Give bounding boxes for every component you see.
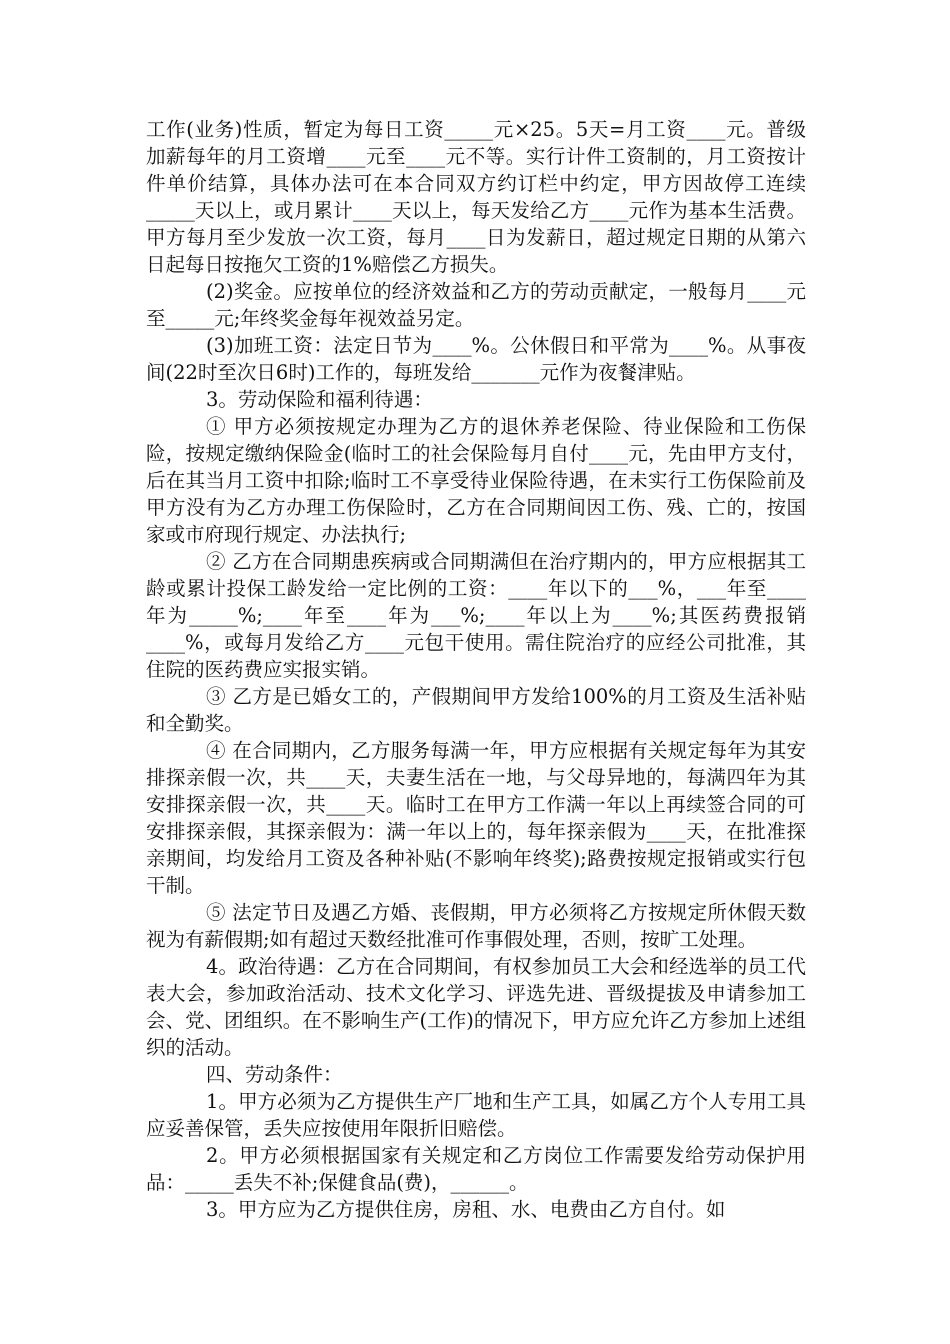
paragraph-holidays: ⑤ 法定节日及遇乙方婚、丧假期，甲方必须将乙方按规定所休假天数视为有薪假期;如有超过天数经批准可作事假处理，否则，按旷工处理。 [146, 901, 806, 951]
paragraph-insurance: ① 甲方必须按规定办理为乙方的退休养老保险、待业保险和工伤保险，按规定缴纳保险金(临时工的社会保险每月自付____元，先由甲方支付，后在其当月工资中扣除;临时工不享受待业保险待遇，在未实行工伤保险前及甲方没有为乙方办理工伤保险时，乙方在合同期间因工伤、残、亡的，按国家或市府现行规定、办法执行; [146, 415, 806, 546]
document-page [146, 116, 806, 1223]
paragraph-protective-equipment: 2。甲方必须根据国家有关规定和乙方岗位工作需要发给劳动保护用品：_____丢失不补;保健食品(费)，______。 [146, 1144, 806, 1194]
paragraph-political-treatment: 4。政治待遇：乙方在合同期间，有权参加员工大会和经选举的员工代表大会，参加政治活动、技术文化学习、评选先进、晋级提拔及申请参加工会、党、团组织。在不影响生产(工作)的情况下，甲方应允许乙方参加上述组织的活动。 [146, 955, 806, 1059]
paragraph-workplace-tools: 1。甲方必须为乙方提供生产厂地和生产工具，如属乙方个人专用工具应妥善保管，丢失应按使用年限折旧赔偿。 [146, 1090, 806, 1140]
paragraph-home-leave: ④ 在合同期内，乙方服务每满一年，甲方应根据有关规定每年为其安排探亲假一次，共____天，夫妻生活在一地，与父母异地的，每满四年为其安排探亲假一次，共____天。临时工在甲方工作满一年以上再续签合同的可安排探亲假，其探亲假为：满一年以上的，每年探亲假为____天，在批准探亲期间，均发给月工资及各种补贴(不影响年终奖);路费按规定报销或实行包干制。 [146, 739, 806, 897]
paragraph-sick-leave: ② 乙方在合同期患疾病或合同期满但在治疗期内的，甲方应根据其工龄或累计投保工龄发给一定比例的工资：____年以下的___%，___年至____年为_____%;____年至____年为___%;____年以上为____%;其医药费报销____%，或每月发给乙方____元包干使用。需住院治疗的应经公司批准，其住院的医药费应实报实销。 [146, 550, 806, 681]
paragraph-housing: 3。甲方应为乙方提供住房，房租、水、电费由乙方自付。如 [206, 1198, 726, 1221]
paragraph-bonus: (2)奖金。应按单位的经济效益和乙方的劳动贡献定，一般每月____元至_____元;年终奖金每年视效益另定。 [146, 280, 806, 330]
paragraph-overtime-pay: (3)加班工资：法定日节为____%。公休假日和平常为____%。从事夜间(22时至次日6时)工作的，每班发给_______元作为夜餐津贴。 [146, 334, 806, 384]
paragraph-wage-basis: 工作(业务)性质，暂定为每日工资_____元×25。5天=月工资____元。普级加薪每年的月工资增____元至____元不等。实行计件工资制的，月工资按计件单价结算，具体办法可在本合同双方约订栏中约定，甲方因故停工连续_____天以上，或月累计____天以上，每天发给乙方____元作为基本生活费。甲方每月至少发放一次工资，每月____日为发薪日，超过规定日期的从第六日起每日按拖欠工资的1%赔偿乙方损失。 [146, 118, 806, 276]
paragraph-maternity: ③ 乙方是已婚女工的，产假期间甲方发给100%的月工资及生活补贴和全勤奖。 [146, 685, 806, 735]
section-heading-insurance-welfare: 3。劳动保险和福利待遇： [206, 388, 433, 411]
section-heading-working-conditions: 四、劳动条件： [206, 1063, 343, 1086]
